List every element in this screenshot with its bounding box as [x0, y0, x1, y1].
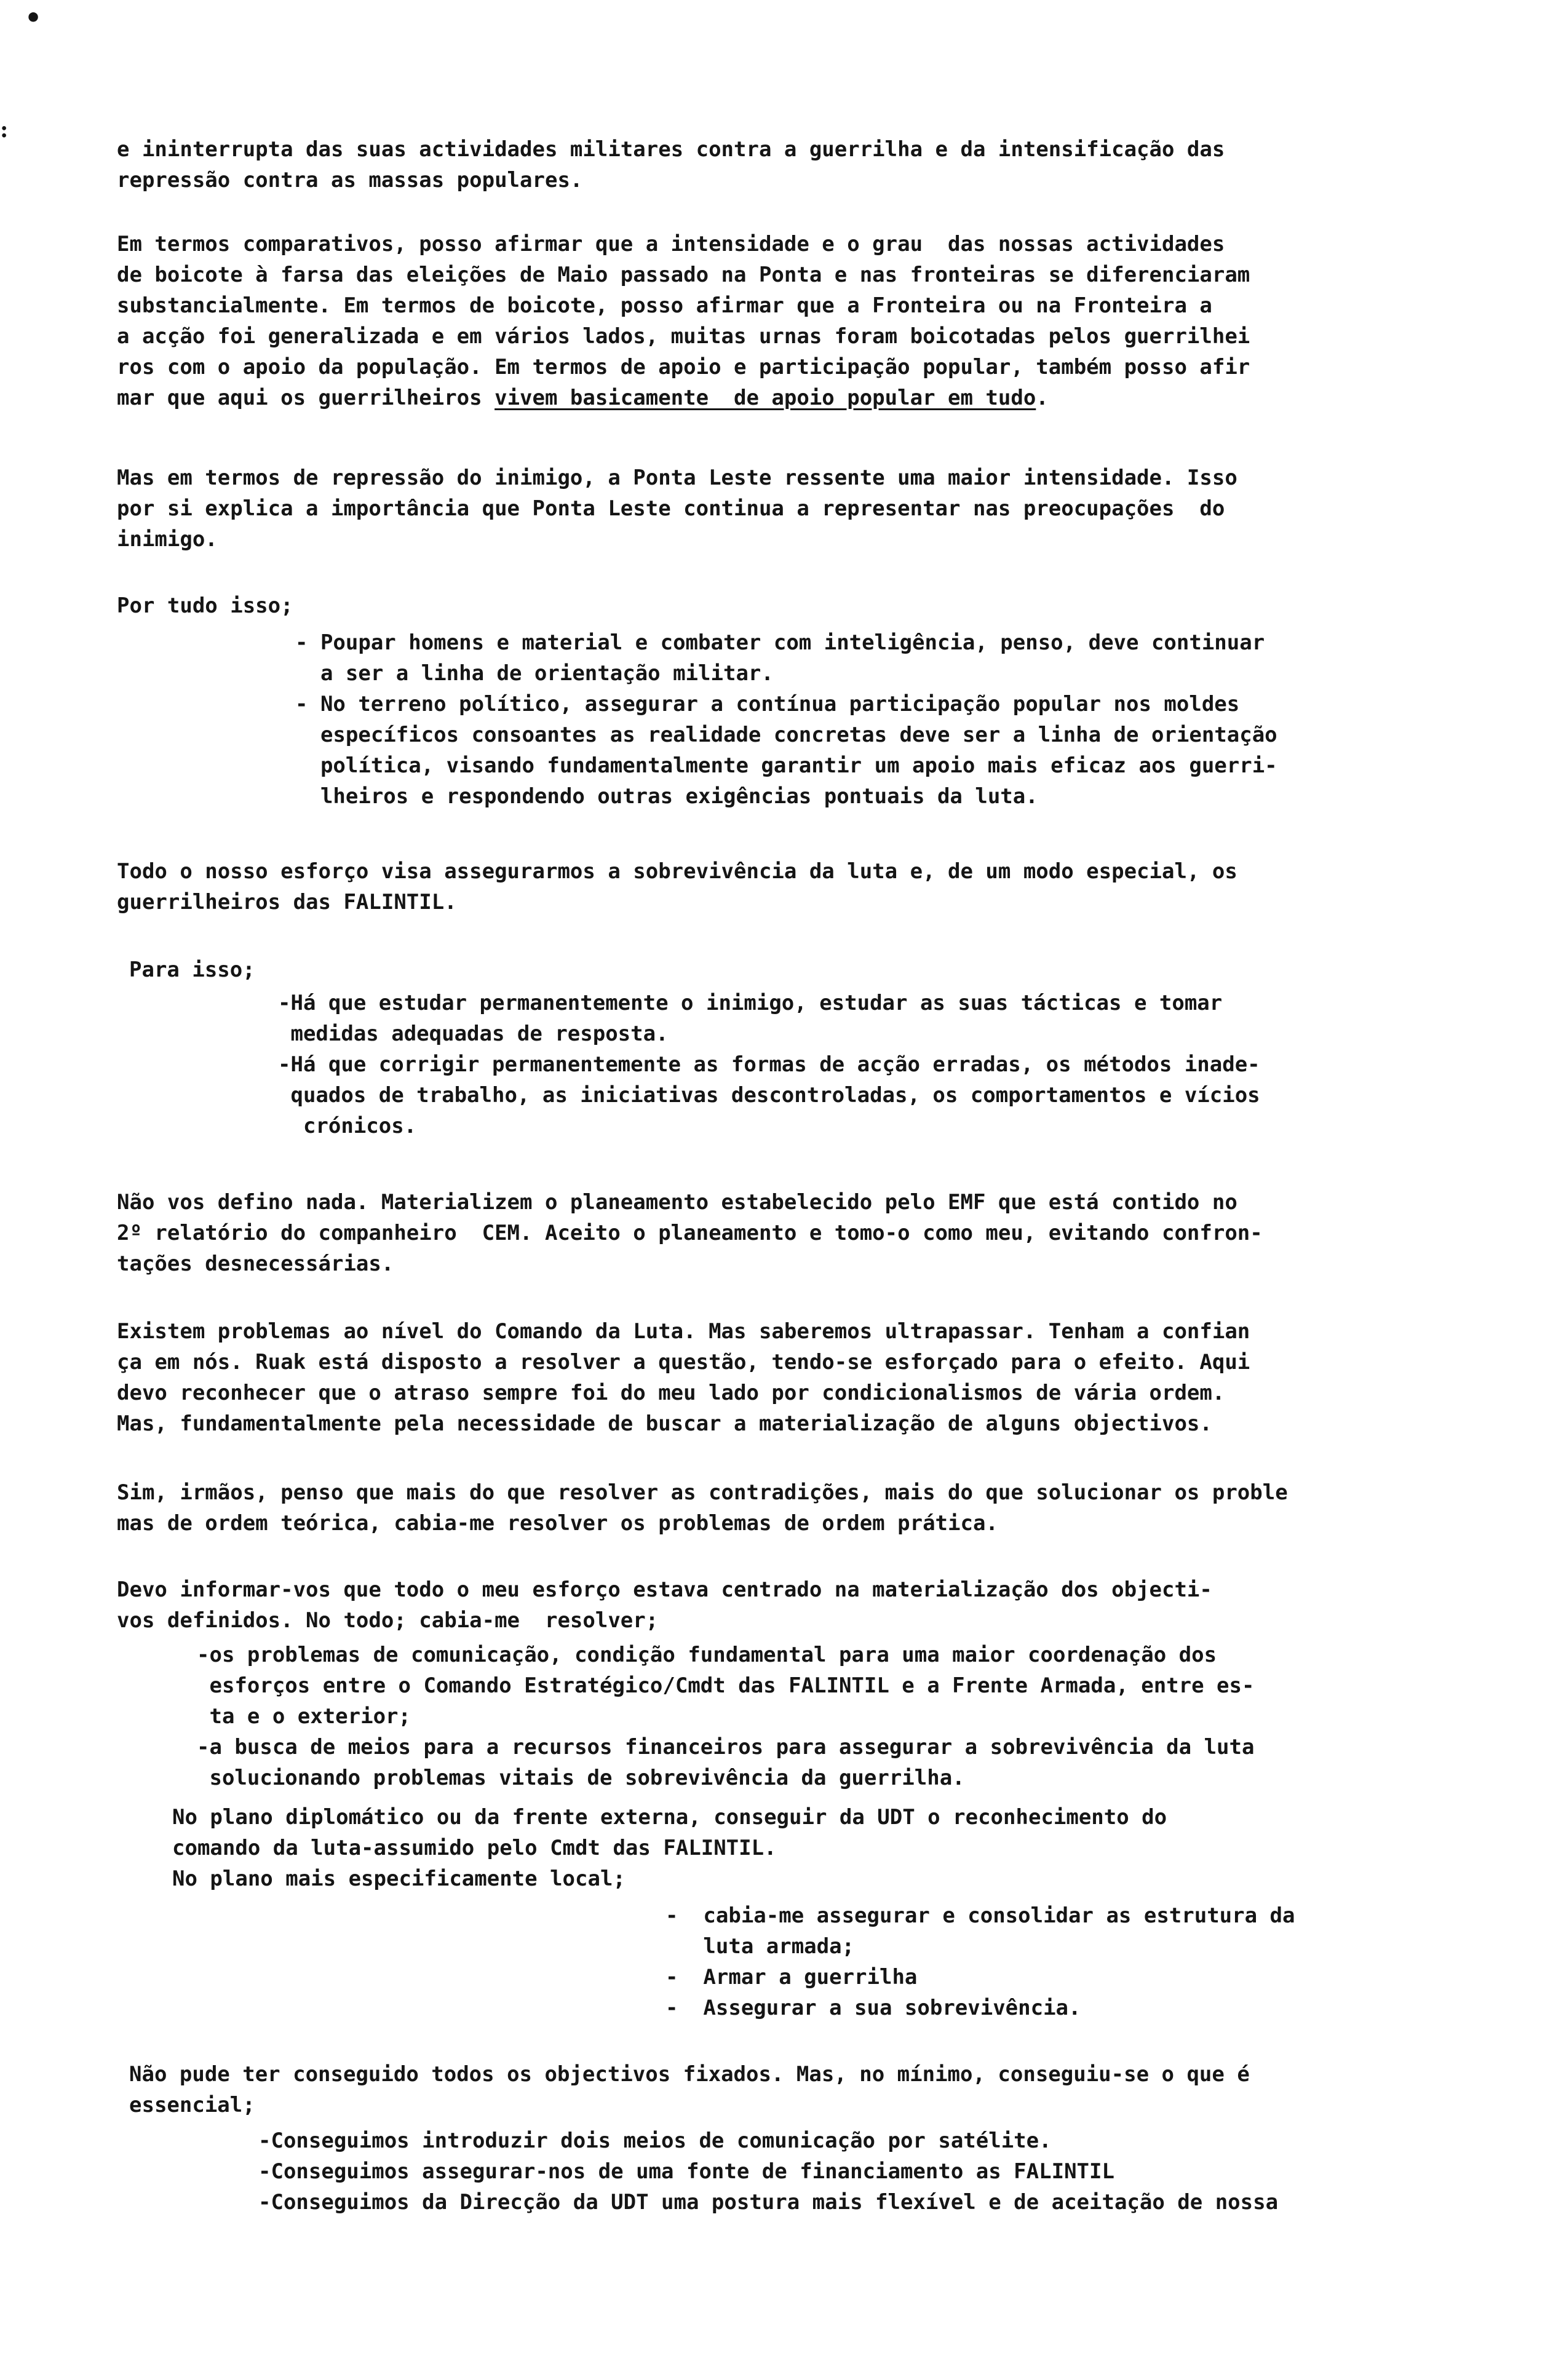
text-line: [665, 1900, 1295, 1931]
text-line: [117, 524, 1237, 555]
line-text: esforços entre o Comando Estratégico/Cmdt das FALINTIL e a Frente Armada, entre es-: [197, 1673, 1255, 1698]
line-text: 2º relatório do companheiro CEM. Aceito o planeamento e tomo-o como meu, evitando confron-: [117, 1221, 1263, 1245]
line-text: Mas em termos de repressão do inimigo, a Ponta Leste ressente uma maior intensidade. Isso: [117, 466, 1237, 490]
line-text: Para isso;: [129, 958, 255, 982]
line-text: -Conseguimos introduzir dois meios de comunicação por satélite.: [258, 2128, 1052, 2153]
line-text: -Conseguimos da Direcção da UDT uma postura mais flexível e de aceitação de nossa: [258, 2190, 1279, 2215]
line-text: mar que aqui os guerrilheiros: [117, 386, 495, 410]
text-line: [295, 689, 1277, 720]
text-line: [295, 750, 1277, 781]
line-text: vos definidos. No todo; cabia-me resolver;: [117, 1608, 659, 1633]
text-line: [197, 1701, 1254, 1732]
text-line: [258, 2187, 1278, 2218]
line-text: inimigo.: [117, 527, 218, 552]
line-tail: .: [1036, 386, 1049, 410]
line-text: -a busca de meios para a recursos financeiros para assegurar a sobrevivência da luta: [197, 1735, 1255, 1759]
text-line: [117, 383, 1250, 413]
text-line: [117, 1218, 1263, 1248]
line-text: essencial;: [129, 2093, 255, 2117]
text-line: [117, 1477, 1288, 1508]
text-line: [129, 2059, 1250, 2090]
paragraph: [117, 856, 1237, 918]
paragraph: [117, 134, 1225, 196]
text-line: [129, 954, 255, 985]
text-line: [665, 1962, 1295, 1993]
text-line: [295, 781, 1277, 812]
paragraph: [117, 1187, 1263, 1279]
text-line: [197, 1763, 1254, 1793]
text-line: [117, 1574, 1212, 1605]
line-text: No plano diplomático ou da frente externa, conseguir da UDT o reconhecimento do: [172, 1805, 1167, 1830]
line-text: comando da luta-assumido pelo Cmdt das FALINTIL.: [172, 1836, 777, 1860]
bullet-list: [197, 1640, 1254, 1793]
text-line: [295, 627, 1277, 658]
bullet-list: [278, 988, 1260, 1141]
line-text: lheiros e respondendo outras exigências pontuais da luta.: [295, 784, 1038, 809]
text-line: [117, 229, 1250, 260]
text-line: [665, 1931, 1295, 1962]
text-line: [172, 1833, 1167, 1863]
line-text: -Há que estudar permanentemente o inimigo, estudar as suas tácticas e tomar: [278, 991, 1223, 1015]
text-line: [278, 1018, 1260, 1049]
text-line: [117, 352, 1250, 383]
line-text: luta armada;: [665, 1934, 855, 1959]
paragraph: [129, 2059, 1250, 2120]
text-line: [197, 1732, 1254, 1763]
text-line: [117, 290, 1250, 321]
line-text: -Conseguimos assegurar-nos de uma fonte de financiamento as FALINTIL: [258, 2159, 1114, 2184]
heading: [117, 590, 293, 621]
text-line: [117, 1605, 1212, 1636]
text-line: [117, 462, 1237, 493]
paragraph: [117, 1477, 1288, 1539]
line-text: Em termos comparativos, posso afirmar que a intensidade e o grau das nossas actividades: [117, 232, 1225, 256]
line-text: e ininterrupta das suas actividades militares contra a guerrilha e da intensificação das: [117, 137, 1225, 162]
line-text: de boicote à farsa das eleições de Maio passado na Ponta e nas fronteiras se diferenciaram: [117, 263, 1250, 287]
line-text: ta e o exterior;: [197, 1704, 411, 1729]
text-line: [278, 1080, 1260, 1111]
line-text: medidas adequadas de resposta.: [278, 1021, 669, 1046]
text-line: [278, 1111, 1260, 1141]
line-text: -os problemas de comunicação, condição fundamental para uma maior coordenação dos: [197, 1643, 1217, 1667]
text-line: [278, 988, 1260, 1018]
text-line: [117, 321, 1250, 352]
text-line: [278, 1049, 1260, 1080]
text-line: [172, 1802, 1167, 1833]
line-text: - cabia-me assegurar e consolidar as estrutura da: [665, 1903, 1295, 1928]
scan-mark-colon: :: [0, 117, 9, 143]
line-text: ça em nós. Ruak está disposto a resolver a questão, tendo-se esforçado para o efeito. Aqui: [117, 1350, 1250, 1374]
line-text: Existem problemas ao nível do Comando da Luta. Mas saberemos ultrapassar. Tenham a confian: [117, 1319, 1250, 1344]
line-text: por si explica a importância que Ponta Leste continua a representar nas preocupações do: [117, 496, 1225, 521]
text-line: [117, 493, 1237, 524]
line-text: Não pude ter conseguido todos os objectivos fixados. Mas, no mínimo, conseguiu-se o que é: [129, 2062, 1250, 2087]
line-text: Por tudo isso;: [117, 593, 293, 618]
line-text: Mas, fundamentalmente pela necessidade de buscar a materialização de alguns objectivos.: [117, 1411, 1212, 1436]
line-text: ros com o apoio da população. Em termos de apoio e participação popular, também posso afir: [117, 355, 1250, 379]
text-line: [117, 1248, 1263, 1279]
text-line: [117, 165, 1225, 196]
text-line: [295, 720, 1277, 750]
line-text: - No terreno político, assegurar a contínua participação popular nos moldes: [295, 692, 1240, 716]
paragraph: [117, 462, 1237, 555]
line-text: crónicos.: [278, 1114, 417, 1138]
line-text: -Há que corrigir permanentemente as formas de acção erradas, os métodos inade-: [278, 1052, 1260, 1077]
text-line: [129, 2090, 1250, 2120]
text-line: [117, 260, 1250, 290]
text-line: [117, 1347, 1250, 1378]
scan-mark-dot: •: [25, 2, 42, 34]
line-text: Devo informar-vos que todo o meu esforço estava centrado na materialização dos objecti-: [117, 1577, 1212, 1602]
line-text: política, visando fundamentalmente garantir um apoio mais eficaz aos guerri-: [295, 753, 1277, 778]
text-line: [172, 1863, 1167, 1894]
heading: [129, 954, 255, 985]
line-text: mas de ordem teórica, cabia-me resolver os problemas de ordem prática.: [117, 1511, 998, 1536]
text-line: [117, 1187, 1263, 1218]
line-text: quados de trabalho, as iniciativas descontroladas, os comportamentos e vícios: [278, 1083, 1260, 1108]
paragraph: [117, 229, 1250, 413]
text-line: [258, 2125, 1278, 2156]
bullet-list: [665, 1900, 1295, 2023]
text-line: [197, 1670, 1254, 1701]
line-text: - Armar a guerrilha: [665, 1965, 918, 1989]
text-line: [117, 1378, 1250, 1408]
text-line: [197, 1640, 1254, 1670]
text-line: [117, 134, 1225, 165]
text-line: [117, 1508, 1288, 1539]
text-line: [117, 856, 1237, 887]
text-line: [117, 1408, 1250, 1439]
bullet-list: [258, 2125, 1278, 2218]
line-text: Não vos defino nada. Materializem o planeamento estabelecido pelo EMF que está contido no: [117, 1190, 1237, 1215]
underlined-phrase: vivem basicamente de apoio popular em tudo: [494, 386, 1036, 410]
line-text: solucionando problemas vitais de sobrevivência da guerrilha.: [197, 1766, 965, 1790]
paragraph: [117, 1574, 1212, 1636]
line-text: - Assegurar a sua sobrevivência.: [665, 1996, 1081, 2020]
text-line: [117, 1316, 1250, 1347]
text-line: [665, 1993, 1295, 2023]
paragraph: [117, 1316, 1250, 1439]
line-text: a acção foi generalizada e em vários lados, muitas urnas foram boicotadas pelos guerrilhei: [117, 324, 1250, 349]
line-text: específicos consoantes as realidade concretas deve ser a linha de orientação: [295, 723, 1277, 747]
line-text: guerrilheiros das FALINTIL.: [117, 890, 457, 914]
text-line: [258, 2156, 1278, 2187]
line-text: substancialmente. Em termos de boicote, posso afirmar que a Fronteira ou na Fronteira a: [117, 293, 1212, 318]
line-text: Todo o nosso esforço visa assegurarmos a sobrevivência da luta e, de um modo especial, os: [117, 859, 1237, 884]
text-line: [295, 658, 1277, 689]
text-line: [117, 887, 1237, 918]
paragraph: [172, 1802, 1167, 1894]
line-text: tações desnecessárias.: [117, 1251, 394, 1276]
line-text: - Poupar homens e material e combater com inteligência, penso, deve continuar: [295, 630, 1265, 655]
line-text: devo reconhecer que o atraso sempre foi do meu lado por condicionalismos de vária ordem.: [117, 1381, 1225, 1405]
line-text: a ser a linha de orientação militar.: [295, 661, 774, 686]
line-text: Sim, irmãos, penso que mais do que resolver as contradições, mais do que solucionar os proble: [117, 1480, 1288, 1505]
line-text: repressão contra as massas populares.: [117, 168, 583, 192]
bullet-list: [295, 627, 1277, 812]
text-line: [117, 590, 293, 621]
line-text: No plano mais especificamente local;: [172, 1866, 626, 1891]
